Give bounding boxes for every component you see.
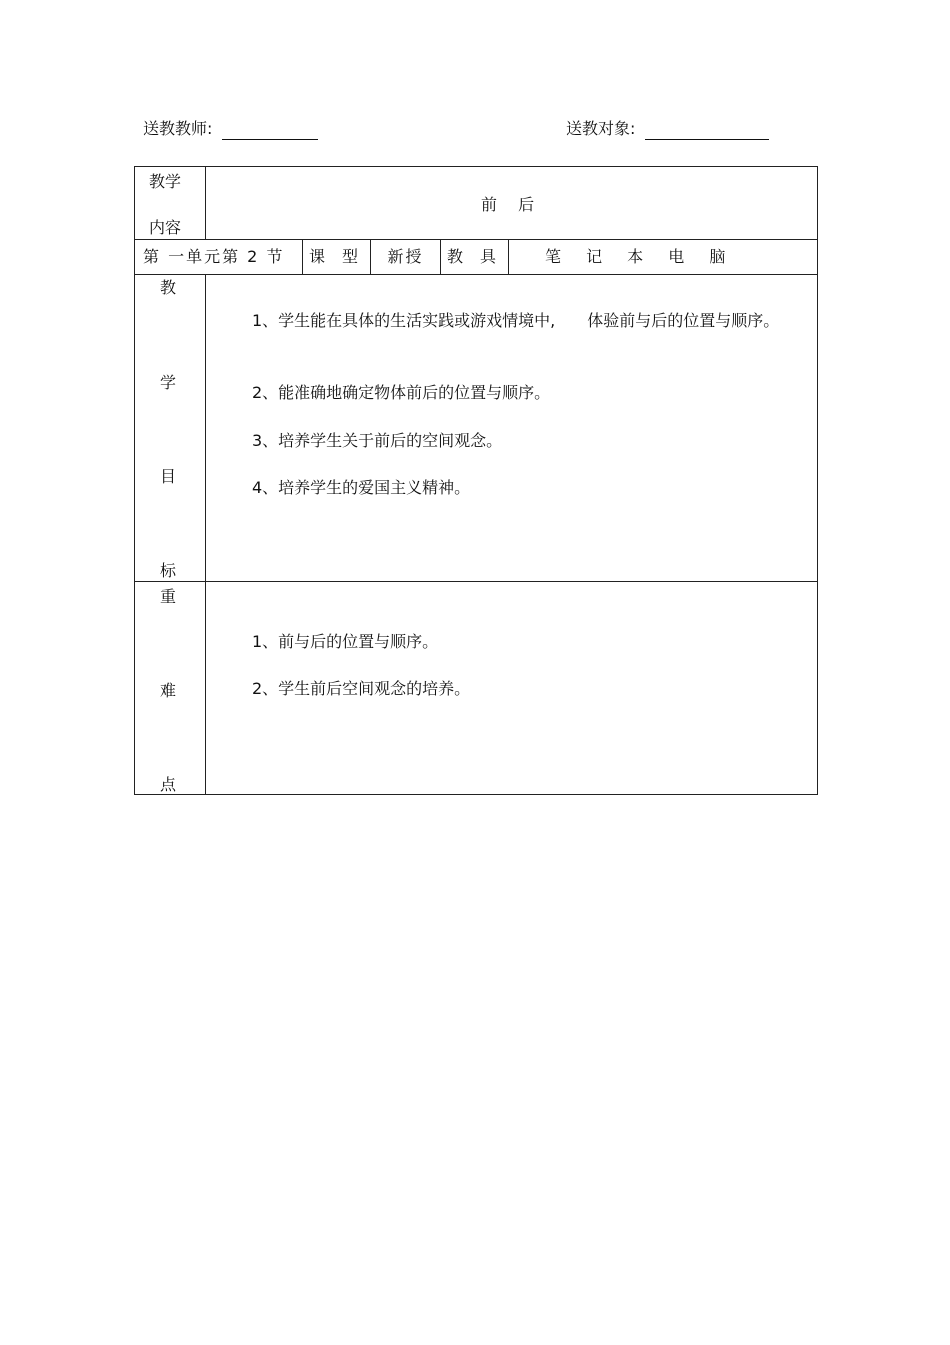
tool-value-cell: 笔 记 本 电 脑 bbox=[509, 240, 818, 275]
difficulties-label-char: 重 bbox=[160, 587, 177, 606]
target-blank-line bbox=[645, 121, 769, 140]
content-label-line-1: 教学 bbox=[149, 172, 182, 191]
objectives-content bbox=[206, 275, 818, 582]
objectives-row bbox=[135, 275, 818, 582]
objectives-label-char: 学 bbox=[160, 373, 177, 392]
content-row bbox=[135, 167, 818, 240]
type-label-cell: 课 型 bbox=[303, 240, 371, 275]
lesson-title: 前 后 bbox=[206, 167, 818, 240]
objective-item: 2、能准确地确定物体前后的位置与顺序。 bbox=[252, 383, 551, 402]
difficulties-label-cell bbox=[135, 582, 206, 795]
difficulties-row bbox=[135, 582, 818, 795]
target-label: 送教对象: bbox=[566, 119, 636, 138]
objectives-label-char: 教 bbox=[160, 278, 177, 297]
difficulty-item: 1、前与后的位置与顺序。 bbox=[252, 632, 439, 651]
unit-cell: 第 一单元第 2 节 bbox=[135, 240, 303, 275]
objectives-label-char: 标 bbox=[160, 561, 177, 580]
target-field bbox=[566, 118, 769, 140]
lesson-plan-table bbox=[134, 166, 818, 795]
content-label-line-2: 内容 bbox=[149, 218, 182, 237]
info-row bbox=[135, 240, 818, 275]
objectives-label-char: 目 bbox=[160, 467, 177, 486]
teacher-field bbox=[143, 118, 318, 140]
difficulty-item: 2、学生前后空间观念的培养。 bbox=[252, 679, 471, 698]
objective-item: 1、学生能在具体的生活实践或游戏情境中, 体验前与后的位置与顺序。 bbox=[252, 311, 780, 330]
objective-item: 4、培养学生的爱国主义精神。 bbox=[252, 478, 471, 497]
teacher-blank-line bbox=[222, 121, 318, 140]
difficulties-label-char: 点 bbox=[160, 775, 177, 794]
objective-item: 3、培养学生关于前后的空间观念。 bbox=[252, 431, 503, 450]
content-label-cell bbox=[135, 167, 206, 240]
objectives-label-cell bbox=[135, 275, 206, 582]
tool-label-cell: 教 具 bbox=[441, 240, 509, 275]
difficulties-content bbox=[206, 582, 818, 795]
type-value-cell: 新授 bbox=[371, 240, 441, 275]
teacher-label: 送教教师: bbox=[143, 119, 213, 138]
difficulties-label-char: 难 bbox=[160, 681, 177, 700]
